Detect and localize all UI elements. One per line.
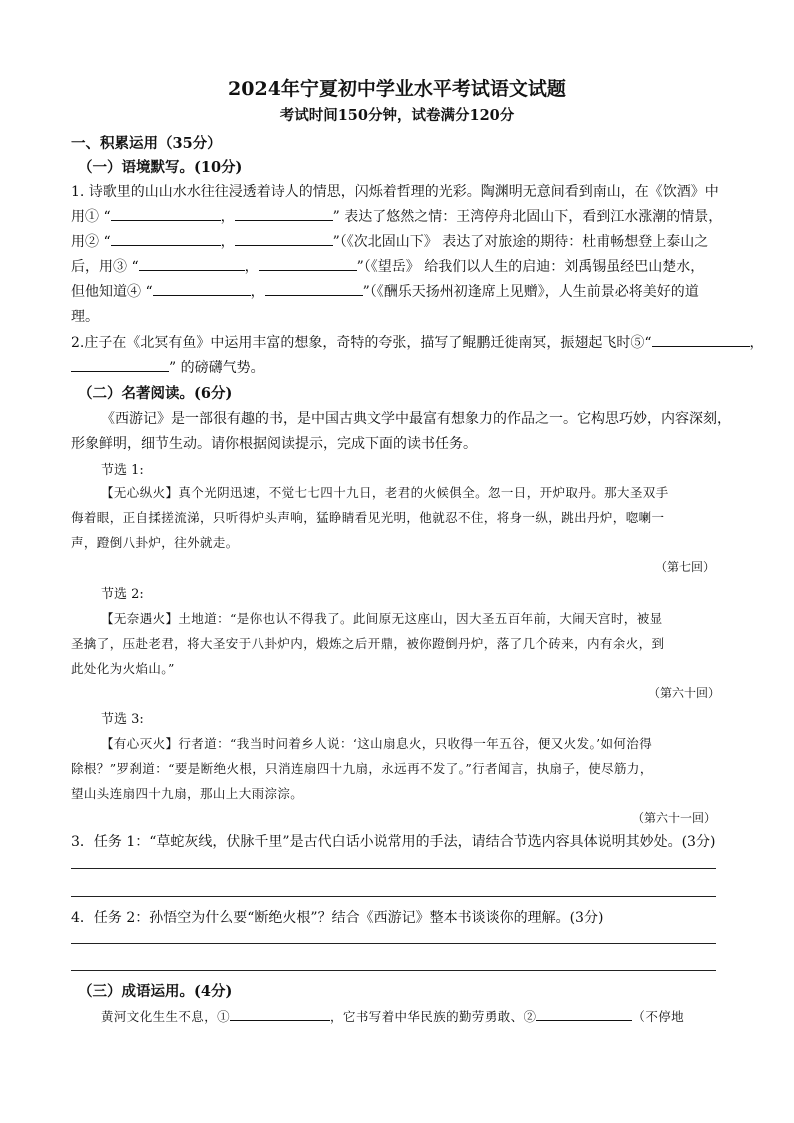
q1-text: 用① “ [71, 209, 111, 225]
q2-text: ” 的磅礴气势。 [169, 360, 265, 376]
q1-text: ”（《望岳》 给我们以人生的启迪：刘禹锡虽经巴山楚水， [356, 259, 705, 275]
exam-subtitle: 考试时间150分钟，试卷满分120分 [279, 107, 515, 124]
q1-text: 用② “ [71, 234, 111, 250]
excerpt-line: 【有心灭火】行者道：“我当时问着乡人说：‘这山扇息火，只收得一年五谷，便又火发。’如何治得 [101, 736, 653, 751]
answer-blank-4a[interactable] [153, 282, 251, 296]
q1-text: ， [250, 284, 265, 300]
answer-blank-4b[interactable] [265, 282, 363, 296]
chapter-source: （第六十一回） [632, 811, 717, 825]
idiom-text: （不停地 [632, 1009, 685, 1024]
answer-blank-3b[interactable] [259, 257, 357, 271]
q2-line [71, 357, 265, 377]
q1-text: ， [244, 259, 259, 275]
idiom-text: ，它书写着中华民族的勤劳勇敢、② [330, 1009, 537, 1024]
q1-line: 1. 诗歌里的山山水水往往浸透着诗人的情思，闪烁着哲理的光彩。陶渊明无意间看到南山，在《饮酒》中 [71, 184, 719, 200]
excerpt-line: 除根？”罗刹道：“要是断绝火根，只消连扇四十九扇，永远再不发了。”行者闻言，执扇子，使尽筋力， [71, 761, 653, 776]
exam-title: 2024年宁夏初中学业水平考试语文试题 [228, 78, 566, 100]
excerpt-label: 节选 2: [101, 587, 144, 602]
q2-text: ， [749, 335, 764, 351]
excerpt-line: 声，蹬倒八卦炉，往外就走。 [71, 535, 239, 550]
question-4: 4．任务 2：孙悟空为什么要“断绝火根”？结合《西游记》整本书谈谈你的理解。(3分) [71, 910, 604, 926]
q1-line [71, 281, 699, 301]
answer-blank-3a[interactable] [139, 257, 245, 271]
q1-text: ”（《酬乐天扬州初逢席上见赠》，人生前景必将美好的道 [362, 284, 699, 300]
q1-text: 后，用③ “ [71, 259, 139, 275]
answer-blank-5a[interactable] [652, 333, 750, 347]
q1-text: 但他知道④ “ [71, 284, 153, 300]
answer-blank-2a[interactable] [111, 232, 221, 246]
excerpt-line: 望山头连扇四十九扇，那山上大雨淙淙。 [71, 786, 304, 801]
answer-blank-1b[interactable] [235, 207, 333, 221]
q2-line [71, 332, 764, 352]
excerpt-line: 【无心纵火】真个光阴迅速，不觉七七四十九日，老君的火候俱全。忽一日，开炉取丹。那大圣双手 [101, 485, 669, 500]
answer-line[interactable] [71, 943, 716, 944]
answer-blank-2b[interactable] [235, 232, 333, 246]
answer-line[interactable] [71, 868, 716, 869]
excerpt-label: 节选 1: [101, 463, 144, 478]
idiom-text: 黄河文化生生不息，① [101, 1009, 231, 1024]
part-heading: （二）名著阅读。(6分) [78, 385, 233, 402]
answer-line[interactable] [71, 970, 716, 971]
intro-line: 《西游记》是一部很有趣的书，是中国古典文学中最富有想象力的作品之一。它构思巧妙，内容深刻， [101, 411, 731, 427]
question-3: 3．任务 1：“草蛇灰线，伏脉千里”是古代白话小说常用的手法，请结合节选内容具体说明其妙处。(3分) [71, 834, 716, 850]
excerpt-line: 侮着眼，正自揉搓流涕，只听得炉头声响，猛睁睛看见光明，他就忍不住，将身一纵，跳出丹炉，唿喇一 [71, 510, 665, 525]
chapter-source: （第六十回） [648, 686, 721, 700]
q1-text: ” 表达了悠然之情：王湾停舟北固山下，看到江水涨潮的情景， [332, 209, 723, 225]
answer-line[interactable] [71, 896, 716, 897]
excerpt-line: 【无奈遇火】土地道：“是你也认不得我了。此间原无这座山，因大圣五百年前，大闹天宫时，被显 [101, 611, 663, 626]
answer-blank-1a[interactable] [111, 207, 221, 221]
answer-blank-5b[interactable] [71, 358, 169, 372]
answer-blank-idiom-1[interactable] [230, 1007, 330, 1021]
excerpt-label: 节选 3: [101, 712, 144, 727]
q1-text: ”（《次北固山下》 表达了对旅途的期待：杜甫畅想登上泰山之 [332, 234, 709, 250]
part-heading: （三）成语运用。(4分) [78, 983, 233, 1000]
idiom-line [101, 1007, 684, 1025]
q1-line: 理。 [71, 309, 99, 325]
q1-text: ， [220, 209, 235, 225]
intro-line: 形象鲜明，细节生动。请你根据阅读提示，完成下面的读书任务。 [71, 436, 477, 452]
chapter-source: （第七回） [655, 560, 716, 574]
q1-text: ， [220, 234, 235, 250]
q2-text: 2.庄子在《北冥有鱼》中运用丰富的想象，奇特的夸张，描写了鲲鹏迁徙南冥，振翅起飞时⑤“ [71, 335, 652, 351]
q1-line [71, 231, 708, 251]
part-heading: （一）语境默写。(10分) [78, 159, 243, 176]
excerpt-line: 此处化为火焰山。” [71, 661, 175, 676]
answer-blank-idiom-2[interactable] [536, 1007, 632, 1021]
q1-line [71, 206, 722, 226]
section-heading: 一、积累运用（35分） [71, 135, 222, 152]
excerpt-line: 圣擒了，压赴老君，将大圣安于八卦炉内，煅炼之后开鼎，被你蹬倒丹炉，落了几个砖来，内有余火，到 [71, 636, 665, 651]
q1-line [71, 256, 704, 276]
